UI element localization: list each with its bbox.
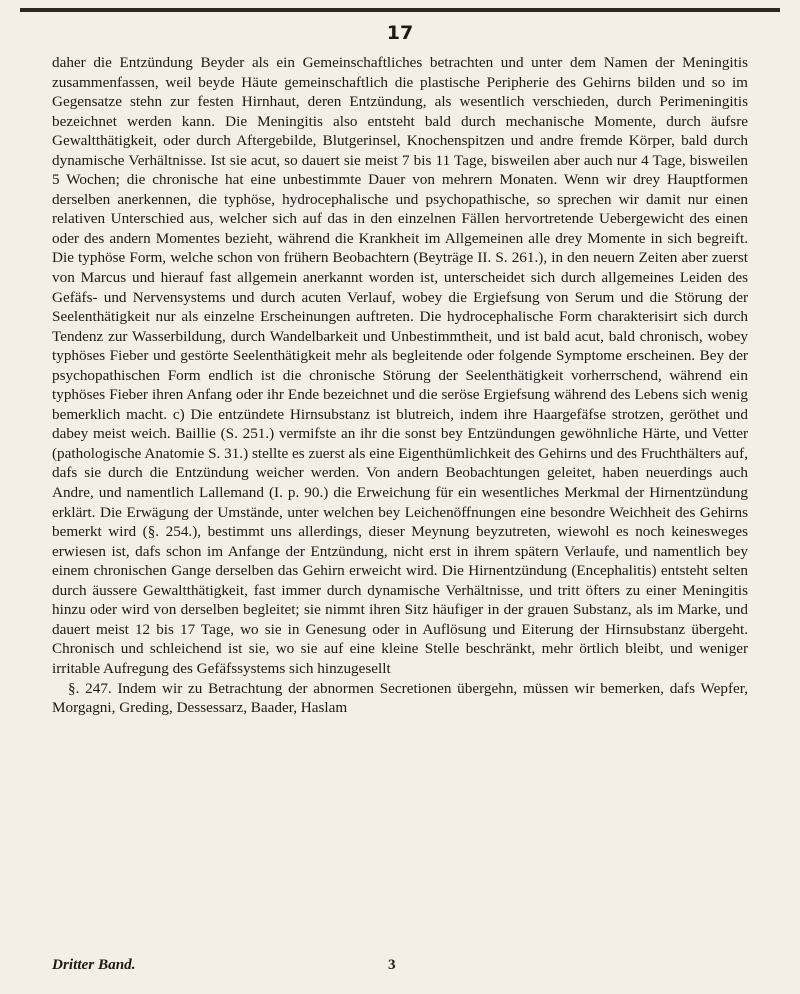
paragraph-2: §. 247. Indem wir zu Betrachtung der abnormen Secretionen übergehn, müssen wir bemerken, dafs Wepfer, Morgagni, Greding, Dessessarz, Baader, Haslam	[52, 679, 748, 717]
signature-label: Dritter Band.	[52, 956, 136, 973]
header-rule	[20, 8, 780, 12]
signature-mark: 3	[388, 956, 396, 973]
paragraph: daher die Entzündung Beyder als ein Gemeinschaftliches betrachten und unter dem Namen der Meningitis zusammenfassen, weil beyde Häute gemeinschaftlich die plastische Peripherie des Gehirns bilden und so im Gegensatze stehn zur festen Hirnhaut, deren Entzündung, als wesentlich verschieden, durch Perimeningitis bezeichnet werden kann. Die Meningitis also entsteht bald durch mechanische Momente, durch äufsre Gewaltthätigkeit, oder durch Aftergebilde, Blutgerinsel, Knochenspitzen und andre fremde Körper, bald durch dynamische Verhältnisse. Ist sie acut, so dauert sie meist 7 bis 11 Tage, bisweilen aber auch nur 4 Tage, bisweilen 5 Wochen; die chronische hat eine unbestimmte Dauer von mehrern Monaten. Wenn wir drey Hauptformen derselben anerkennen, die typhöse, hydrocephalische und psychopathische, so sprechen wir damit nur einen relativen Unterschied aus, welcher sich auf das in den einzelnen Fällen hervortretende Uebergewicht des einen oder des andern Momentes bezieht, während die Krankheit im Allgemeinen alle drey Momente in sich begreift. Die typhöse Form, welche schon von frühern Beobachtern (Beyträge II. S. 261.), in den neuern Zeiten aber zuerst von Marcus und hierauf fast allgemein anerkannt worden ist, unterscheidet sich durch allgemeines Leiden des Gefäfs- und Nervensystems und durch acuten Verlauf, wobey die Ergiefsung von Serum und die Störung der Seelenthätigkeit nur als einzelne Erscheinungen auftreten. Die hydrocephalische Form charakterisirt sich durch Tendenz zur Wasserbildung, durch Wandelbarkeit und Unbestimmtheit, und ist bald acut, bald chronisch, wobey typhöses Fieber und gestörte Seelenthätigkeit mehr als begleitende oder folgende Symptome erscheinen. Bey der psychopathischen Form endlich ist die chronische Störung der Seelenthätigkeit vorherrschend, während ein typhöses Fieber ihren Anfang oder ihr Ende bezeichnet und die seröse Ergiefsung während des Lebens sich wenig bemerklich macht. c) Die entzündete Hirnsubstanz ist blutreich, indem ihre Haargefäfse strotzen, geröthet und dabey meist weich. Baillie (S. 251.) vermifste an ihr die sonst bey Entzündungen gewöhnliche Härte, und Vetter (pathologische Anatomie S. 31.) stellte es zuerst als eine Eigenthümlichkeit des Gehirns und des Fruchthälters auf, dafs sie durch die Entzündung weicher werden. Von andern Beobachtungen geleitet, haben neuerdings auch Andre, und namentlich Lallemand (I. p. 90.) die Erweichung für ein wesentliches Merkmal der Hirnentzündung erklärt. Die Erwägung der Umstände, unter welchen bey Leichenöffnungen eine besondre Weichheit des Gehirns bemerkt wird (§. 254.), bestimmt uns allerdings, dieser Meynung beyzutreten, wiewohl es noch keinesweges erwiesen ist, dafs schon im Anfange der Entzündung, nicht erst in ihrem spätern Verlaufe, und namentlich bey einem chronischen Gange derselben das Gehirn erweicht wird. Die Hirnentzündung (Encephalitis) entsteht selten durch äussere Gewaltthätigkeit, fast immer durch dynamische Verhältnisse, und tritt öfters zu einer Meningitis hinzu oder wird von derselben begleitet; sie nimmt ihren Sitz häufiger in der grauen Substanz, als im Marke, und dauert meist 12 bis 17 Tage, wo sie in Genesung oder in Auflösung und Eiterung der Hirnsubstanz übergeht. Chronisch und schleichend ist sie, wo sie auf eine kleine Stelle beschränkt, mehr örtlich bleibt, und weniger irritable Aufregung des Gefäfssystems sich hinzugesellt	[52, 54, 748, 677]
body-text	[52, 53, 748, 718]
page-footer	[52, 956, 748, 978]
page-number: 17	[386, 22, 414, 44]
